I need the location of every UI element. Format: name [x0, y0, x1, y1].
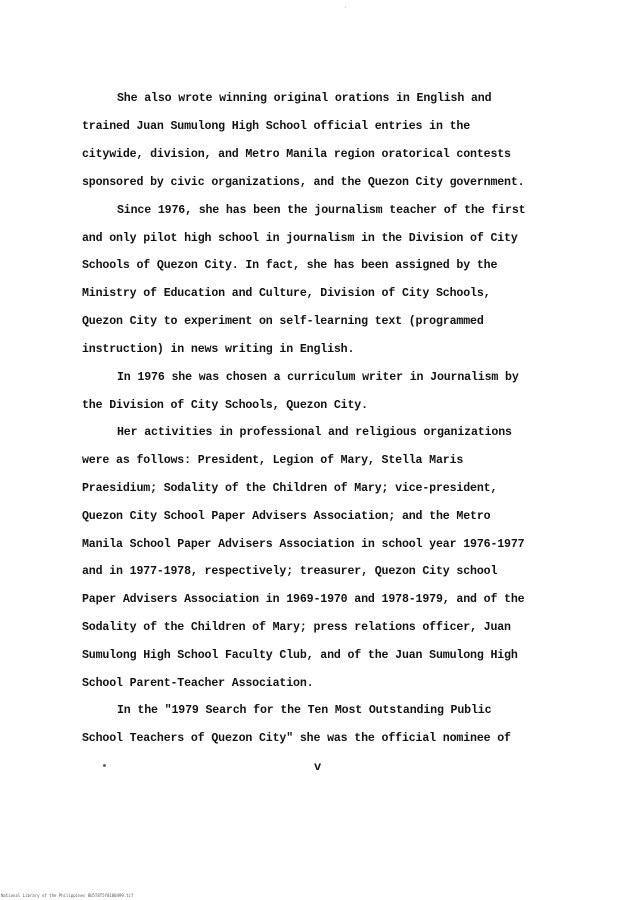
- text-line: instruction) in news writing in English.: [82, 343, 355, 356]
- text-line: Quezon City to experiment on self-learning text (programmed: [82, 315, 484, 328]
- text-line: Sodality of the Children of Mary; press relations officer, Juan: [82, 621, 511, 634]
- scan-speck: [345, 7, 346, 8]
- text-line: were as follows: President, Legion of Mary, Stella Maris: [82, 454, 464, 467]
- text-line: Since 1976, she has been the journalism teacher of the first: [117, 204, 526, 217]
- text-line: Ministry of Education and Culture, Division of City Schools,: [82, 287, 491, 300]
- text-line: citywide, division, and Metro Manila region oratorical contests: [82, 148, 511, 161]
- page-number: v: [314, 760, 322, 774]
- text-line: trained Juan Sumulong High School official entries in the: [82, 120, 471, 133]
- text-line: the Division of City Schools, Quezon City.: [82, 399, 368, 412]
- text-line: sponsored by civic organizations, and the Quezon City government.: [82, 176, 525, 189]
- text-line: School Parent-Teacher Association.: [82, 677, 314, 690]
- text-line: Her activities in professional and religious organizations: [117, 426, 512, 439]
- text-line: In 1976 she was chosen a curriculum writer in Journalism by: [117, 371, 519, 384]
- text-line: Quezon City School Paper Advisers Association; and the Metro: [82, 510, 491, 523]
- text-line: and only pilot high school in journalism in the Division of City: [82, 232, 518, 245]
- text-line: Paper Advisers Association in 1969-1970 and 1978-1979, and of the: [82, 593, 525, 606]
- text-line: Schools of Quezon City. In fact, she has been assigned by the: [82, 259, 498, 272]
- text-line: and in 1977-1978, respectively; treasurer, Quezon City school: [82, 565, 498, 578]
- text-line: Praesidium; Sodality of the Children of Mary; vice-president,: [82, 482, 498, 495]
- text-line: School Teachers of Quezon City" she was the official nominee of: [82, 732, 511, 745]
- scan-speck: [103, 764, 106, 767]
- text-line: In the "1979 Search for the Ten Most Outstanding Public: [117, 704, 492, 717]
- scan-footer: National Library of the Philippines 8U5T8T5Y0100499.tif: [1, 893, 134, 898]
- text-line: Sumulong High School Faculty Club, and of the Juan Sumulong High: [82, 649, 518, 662]
- text-line: She also wrote winning original orations in English and: [117, 92, 492, 105]
- text-line: Manila School Paper Advisers Association in school year 1976-1977: [82, 538, 525, 551]
